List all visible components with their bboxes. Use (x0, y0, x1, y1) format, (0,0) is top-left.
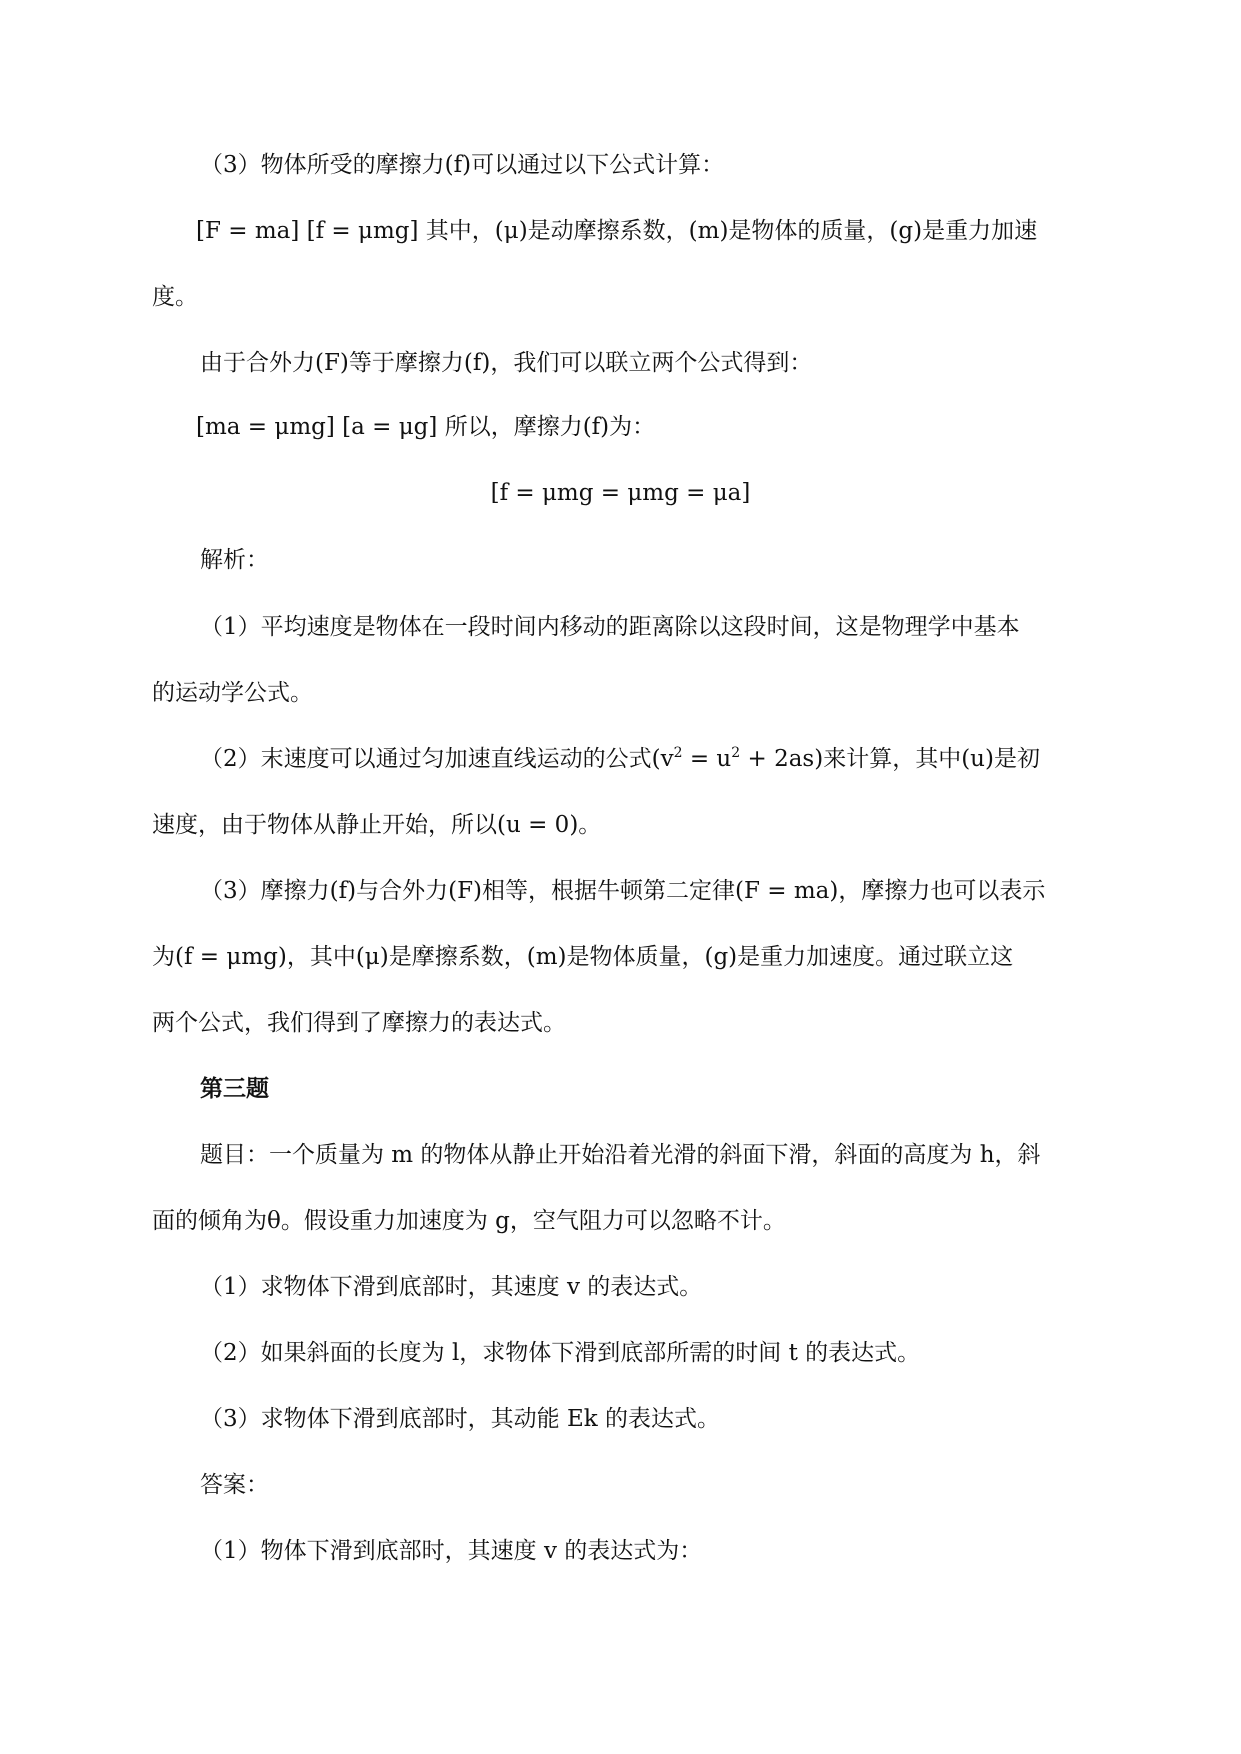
paragraph-line (200, 744, 1040, 774)
section-label: 答案： (200, 1472, 269, 1498)
paragraph-line: （1）物体下滑到底部时，其速度 v 的表达式为： (200, 1538, 703, 1564)
paragraph-line: 面的倾角为θ。假设重力加速度为 g，空气阻力可以忽略不计。 (152, 1208, 786, 1234)
equation-line: [f = μmg = μmg = μa] (490, 480, 751, 506)
section-heading: 第三题 (200, 1075, 269, 1102)
paragraph-line: 的运动学公式。 (152, 680, 313, 706)
paragraph-line: [ma = μmg] [a = μg] 所以，摩擦力(f)为： (196, 414, 656, 440)
paragraph-line: 为(f = μmg)，其中(μ)是摩擦系数，(m)是物体质量，(g)是重力加速度。通过联立这 (152, 944, 1014, 970)
paragraph-line: （3）摩擦力(f)与合外力(F)相等，根据牛顿第二定律(F = ma)，摩擦力也可以表示 (200, 878, 1046, 904)
text-segment: + 2as)来计算，其中(u)是初 (740, 746, 1040, 772)
superscript: 2 (731, 745, 741, 761)
paragraph-line: 两个公式，我们得到了摩擦力的表达式。 (152, 1010, 566, 1036)
paragraph-line: （3）物体所受的摩擦力(f)可以通过以下公式计算： (200, 152, 725, 178)
superscript: 2 (673, 745, 683, 761)
question-item: （1）求物体下滑到底部时，其速度 v 的表达式。 (200, 1274, 703, 1300)
paragraph-line: 度。 (152, 284, 198, 310)
paragraph-line: （1）平均速度是物体在一段时间内移动的距离除以这段时间，这是物理学中基本 (200, 614, 1020, 640)
section-label: 解析： (200, 547, 269, 573)
paragraph-line: 速度，由于物体从静止开始，所以(u = 0)。 (152, 812, 602, 838)
question-item: （2）如果斜面的长度为 l，求物体下滑到底部所需的时间 t 的表达式。 (200, 1340, 921, 1366)
text-segment: = u (682, 746, 732, 772)
paragraph-line: 题目：一个质量为 m 的物体从静止开始沿着光滑的斜面下滑，斜面的高度为 h，斜 (200, 1142, 1041, 1168)
question-item: （3）求物体下滑到底部时，其动能 Ek 的表达式。 (200, 1406, 720, 1432)
paragraph-line: 由于合外力(F)等于摩擦力(f)，我们可以联立两个公式得到： (200, 350, 813, 376)
text-segment: （2）末速度可以通过匀加速直线运动的公式(v (200, 746, 674, 772)
paragraph-line: [F = ma] [f = μmg] 其中，(μ)是动摩擦系数，(m)是物体的质量，(g)是重力加速 (196, 218, 1038, 244)
